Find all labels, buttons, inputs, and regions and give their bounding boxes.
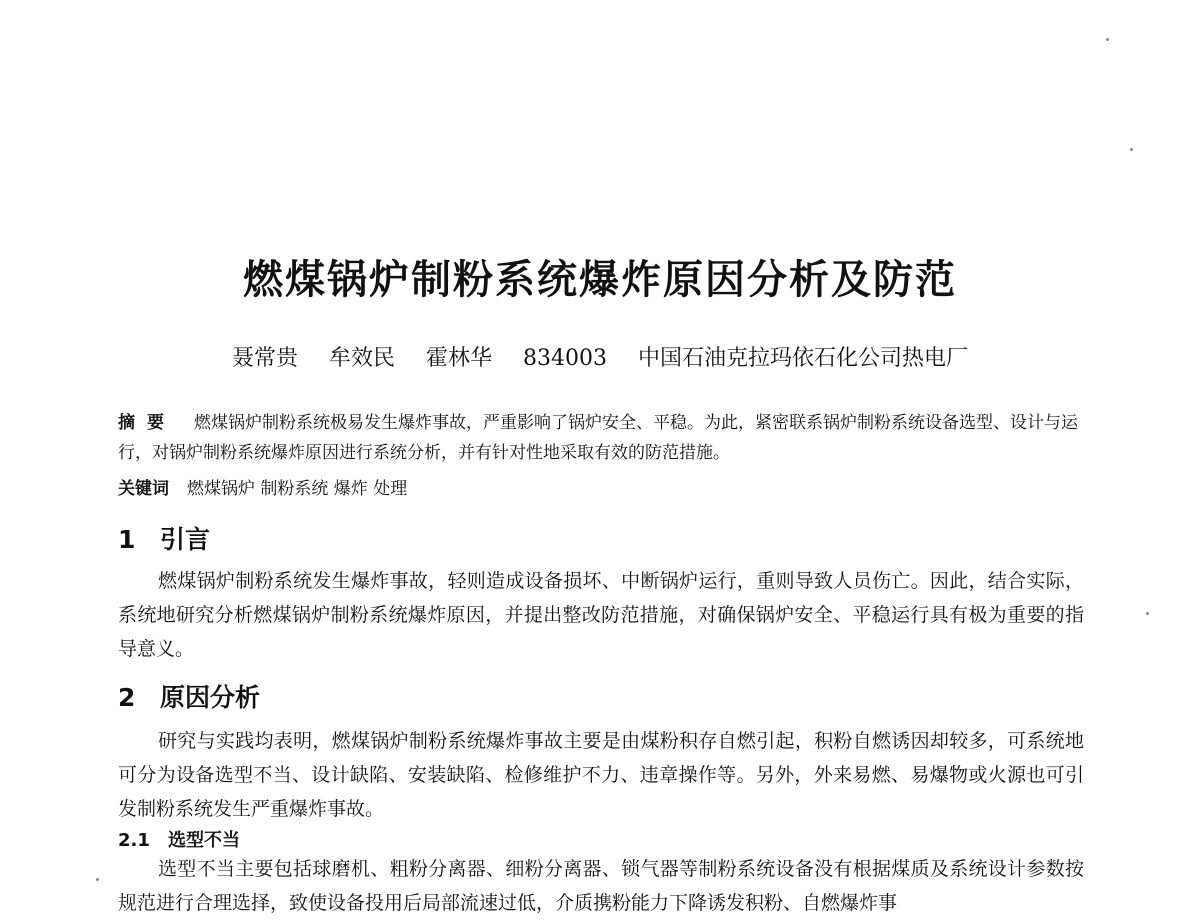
section-heading-introduction bbox=[118, 520, 210, 556]
section-title: 引言 bbox=[160, 525, 211, 554]
abstract-label: 摘要 bbox=[118, 413, 176, 433]
abstract bbox=[118, 408, 1084, 468]
section-heading-cause-analysis bbox=[118, 678, 260, 714]
section-number: 2 bbox=[118, 683, 136, 712]
subsection-title: 选型不当 bbox=[168, 830, 240, 851]
section-title: 原因分析 bbox=[160, 683, 261, 712]
author-name: 牟效民 bbox=[328, 346, 395, 371]
paper-title: 燃煤锅炉制粉系统爆炸原因分析及防范 bbox=[243, 257, 957, 303]
introduction-paragraph: 燃煤锅炉制粉系统发生爆炸事故，轻则造成设备损坏、中断锅炉运行，重则导致人员伤亡。因此，结合实际，系统地研究分析燃煤锅炉制粉系统爆炸原因，并提出整改防范措施，对确保锅炉安全、平稳运行具有极为重要的指导意义。 bbox=[118, 570, 1084, 660]
author-name: 霍林华 bbox=[426, 346, 493, 371]
author-line bbox=[0, 341, 1200, 372]
keywords bbox=[118, 474, 407, 504]
keywords-label: 关键词 bbox=[118, 479, 169, 499]
abstract-text: 燃煤锅炉制粉系统极易发生爆炸事故，严重影响了锅炉安全、平稳。为此，紧密联系锅炉制粉系统设备选型、设计与运行，对锅炉制粉系统爆炸原因进行系统分析，并有针对性地采取有效的防范措施。 bbox=[118, 413, 1078, 463]
subsection-number: 2.1 bbox=[118, 830, 150, 851]
postcode: 834003 bbox=[523, 346, 607, 371]
cause-analysis-paragraph: 研究与实践均表明，燃煤锅炉制粉系统爆炸事故主要是由煤粉积存自燃引起，积粉自燃诱因却较多，可系统地可分为设备选型不当、设计缺陷、安装缺陷、检修维护不力、违章操作等。另外，外来易燃、易爆物或火源也可引发制粉系统发生严重爆炸事故。 bbox=[118, 730, 1084, 820]
subsection-heading bbox=[118, 826, 240, 852]
affiliation: 中国石油克拉玛依石化公司热电厂 bbox=[638, 346, 969, 371]
scan-speck bbox=[1146, 612, 1149, 615]
scan-speck bbox=[1130, 148, 1133, 151]
subsection-paragraph: 选型不当主要包括球磨机、粗粉分离器、细粉分离器、锁气器等制粉系统设备没有根据煤质及系统设计参数按规范进行合理选择，致使设备投用后局部流速过低，介质携粉能力下降诱发积粉、自燃爆炸事 bbox=[118, 858, 1084, 914]
keywords-text: 燃煤锅炉 制粉系统 爆炸 处理 bbox=[187, 479, 408, 499]
scan-speck bbox=[1106, 38, 1109, 41]
section-number: 1 bbox=[118, 525, 136, 554]
scan-speck bbox=[96, 878, 99, 881]
author-name: 聂常贵 bbox=[231, 346, 298, 371]
